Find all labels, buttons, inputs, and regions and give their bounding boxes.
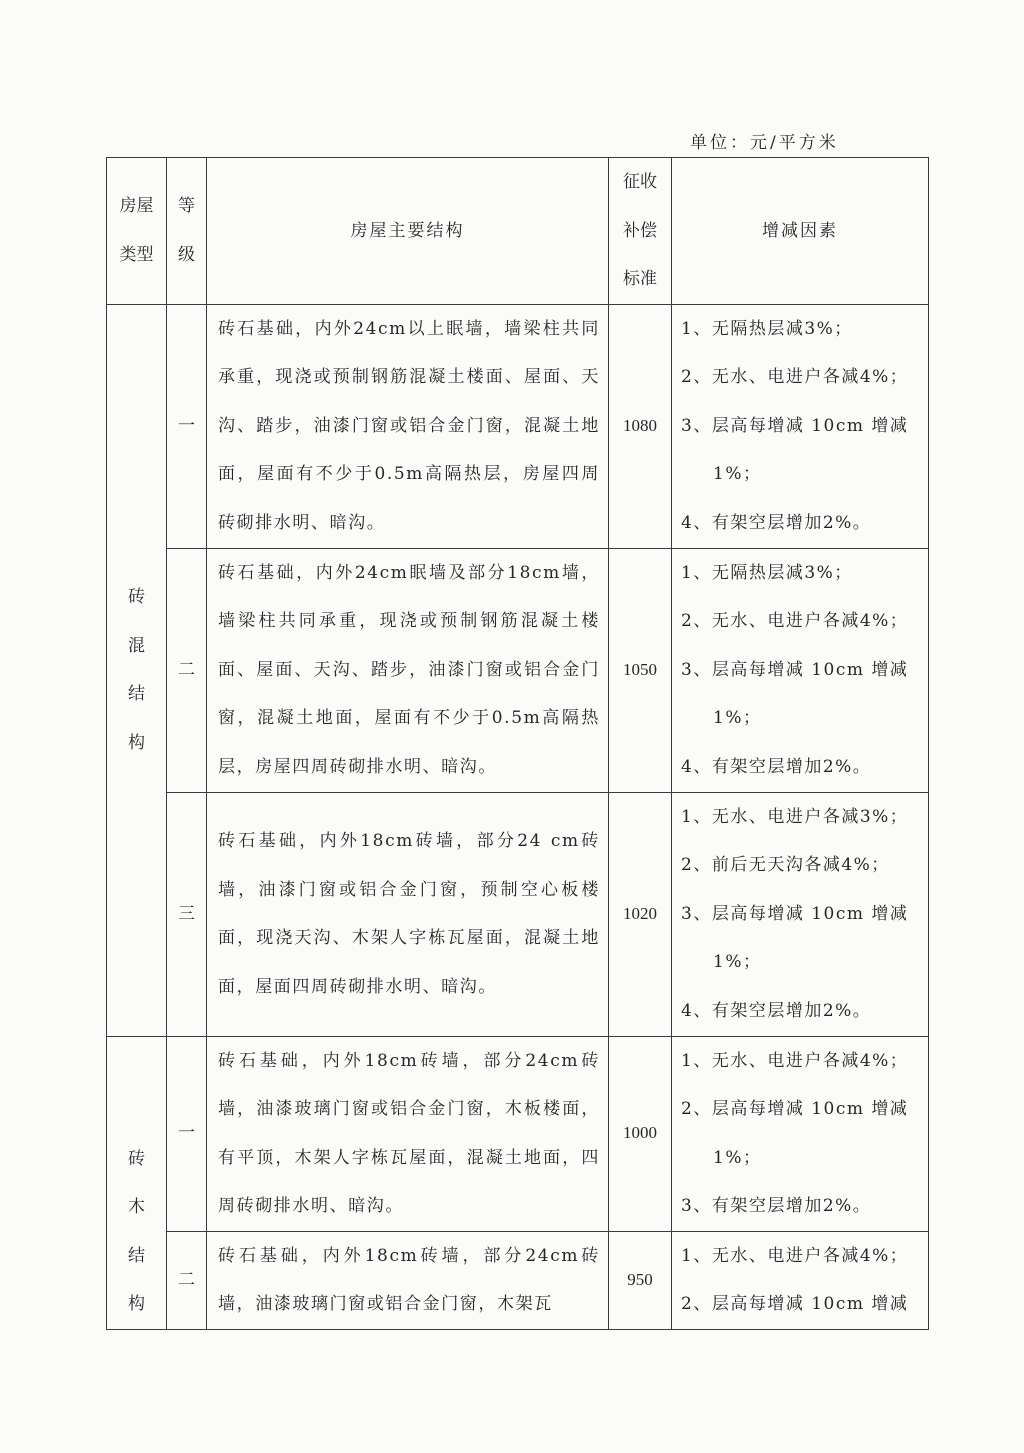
unit-label: 单位：元/平方米 (690, 133, 839, 153)
factor-item: 1、无水、电进户各减3%； (681, 806, 909, 827)
factor-item: 2、无水、电进户各减4%； (681, 611, 909, 632)
factor-item: 1、无水、电进户各减4%； (681, 1050, 909, 1071)
grade-cell: 一 (167, 304, 207, 548)
table-row (107, 792, 929, 1036)
factor-item: 1、无隔热层减3%； (681, 562, 853, 583)
standard-cell: 1050 (609, 548, 672, 792)
standard-cell: 1000 (609, 1036, 672, 1231)
factor-item: 2、无水、电进户各减4%； (681, 367, 909, 388)
factor-item: 2、层高每增减 10cm 增减 (681, 1099, 909, 1119)
standard-cell: 950 (609, 1231, 672, 1329)
factor-item: 1%； (713, 952, 762, 973)
factor-item: 1、无隔热层减3%； (681, 318, 853, 339)
house-type-brick-concrete: 砖 混 结 构 (107, 304, 167, 1036)
factor-item: 4、有架空层增加2%。 (681, 1000, 872, 1021)
factors-cell (672, 304, 929, 548)
structure-cell: 砖石基础，内外18cm砖墙，部分24cm砖墙，油漆玻璃门窗或铝合金门窗，木板楼面，有平顶，木架人字栋瓦屋面，混凝土地面，四周砖砌排水明、暗沟。 (207, 1036, 609, 1231)
standard-cell: 1020 (609, 792, 672, 1036)
grade-cell: 三 (167, 792, 207, 1036)
table-row (107, 548, 929, 792)
factor-item: 1%； (713, 464, 762, 485)
factor-item: 4、有架空层增加2%。 (681, 512, 872, 533)
factor-item: 3、层高每增减 10cm 增减 (681, 903, 909, 924)
factors-cell (672, 1231, 929, 1329)
header-main-structure: 房屋主要结构 (207, 158, 609, 305)
factor-item: 4、有架空层增加2%。 (681, 756, 872, 777)
grade-cell: 一 (167, 1036, 207, 1231)
factors-cell (672, 1036, 929, 1231)
structure-cell: 砖石基础，内外18cm砖墙，部分24cm砖墙，油漆玻璃门窗或铝合金门窗，木架瓦 (207, 1231, 609, 1329)
factor-item: 2、前后无天沟各减4%； (681, 855, 890, 876)
standard-cell: 1080 (609, 304, 672, 548)
header-factors: 增减因素 (672, 158, 929, 305)
factor-item: 3、层高每增减 10cm 增减 (681, 659, 909, 680)
factor-item: 2、层高每增减 10cm 增减 (681, 1294, 909, 1314)
factor-item: 3、层高每增减 10cm 增减 (681, 415, 909, 436)
table-header-row (107, 158, 929, 305)
factors-cell (672, 792, 929, 1036)
structure-cell: 砖石基础，内外24cm以上眠墙，墙梁柱共同承重，现浇或预制钢筋混凝土楼面、屋面、天沟、踏步，油漆门窗或铝合金门窗，混凝土地面，屋面有不少于0.5m高隔热层，房屋四周砖砌排水明、暗沟。 (207, 304, 609, 548)
factor-item: 3、有架空层增加2%。 (681, 1196, 872, 1216)
house-type-brick-wood: 砖 木 结 构 (107, 1036, 167, 1329)
grade-cell: 二 (167, 1231, 207, 1329)
table-row (107, 1036, 929, 1231)
factor-item: 1%； (713, 708, 762, 729)
factor-item: 1%； (713, 1147, 762, 1168)
header-grade: 等 级 (167, 158, 207, 305)
header-house-type: 房屋 类型 (107, 158, 167, 305)
table-row (107, 304, 929, 548)
table-row (107, 1231, 929, 1329)
structure-cell: 砖石基础，内外18cm砖墙，部分24 cm砖墙，油漆门窗或铝合金门窗，预制空心板楼面，现浇天沟、木架人字栋瓦屋面，混凝土地面，屋面四周砖砌排水明、暗沟。 (207, 792, 609, 1036)
factor-item: 1、无水、电进户各减4%； (681, 1245, 909, 1266)
header-standard: 征收 补偿 标准 (609, 158, 672, 305)
structure-cell: 砖石基础，内外24cm眠墙及部分18cm墙，墙梁柱共同承重，现浇或预制钢筋混凝土楼面、屋面、天沟、踏步，油漆门窗或铝合金门窗，混凝土地面，屋面有不少于0.5m高隔热层，房屋四周砖砌排水明、暗沟。 (207, 548, 609, 792)
factors-cell (672, 548, 929, 792)
grade-cell: 二 (167, 548, 207, 792)
compensation-table (106, 157, 929, 1330)
